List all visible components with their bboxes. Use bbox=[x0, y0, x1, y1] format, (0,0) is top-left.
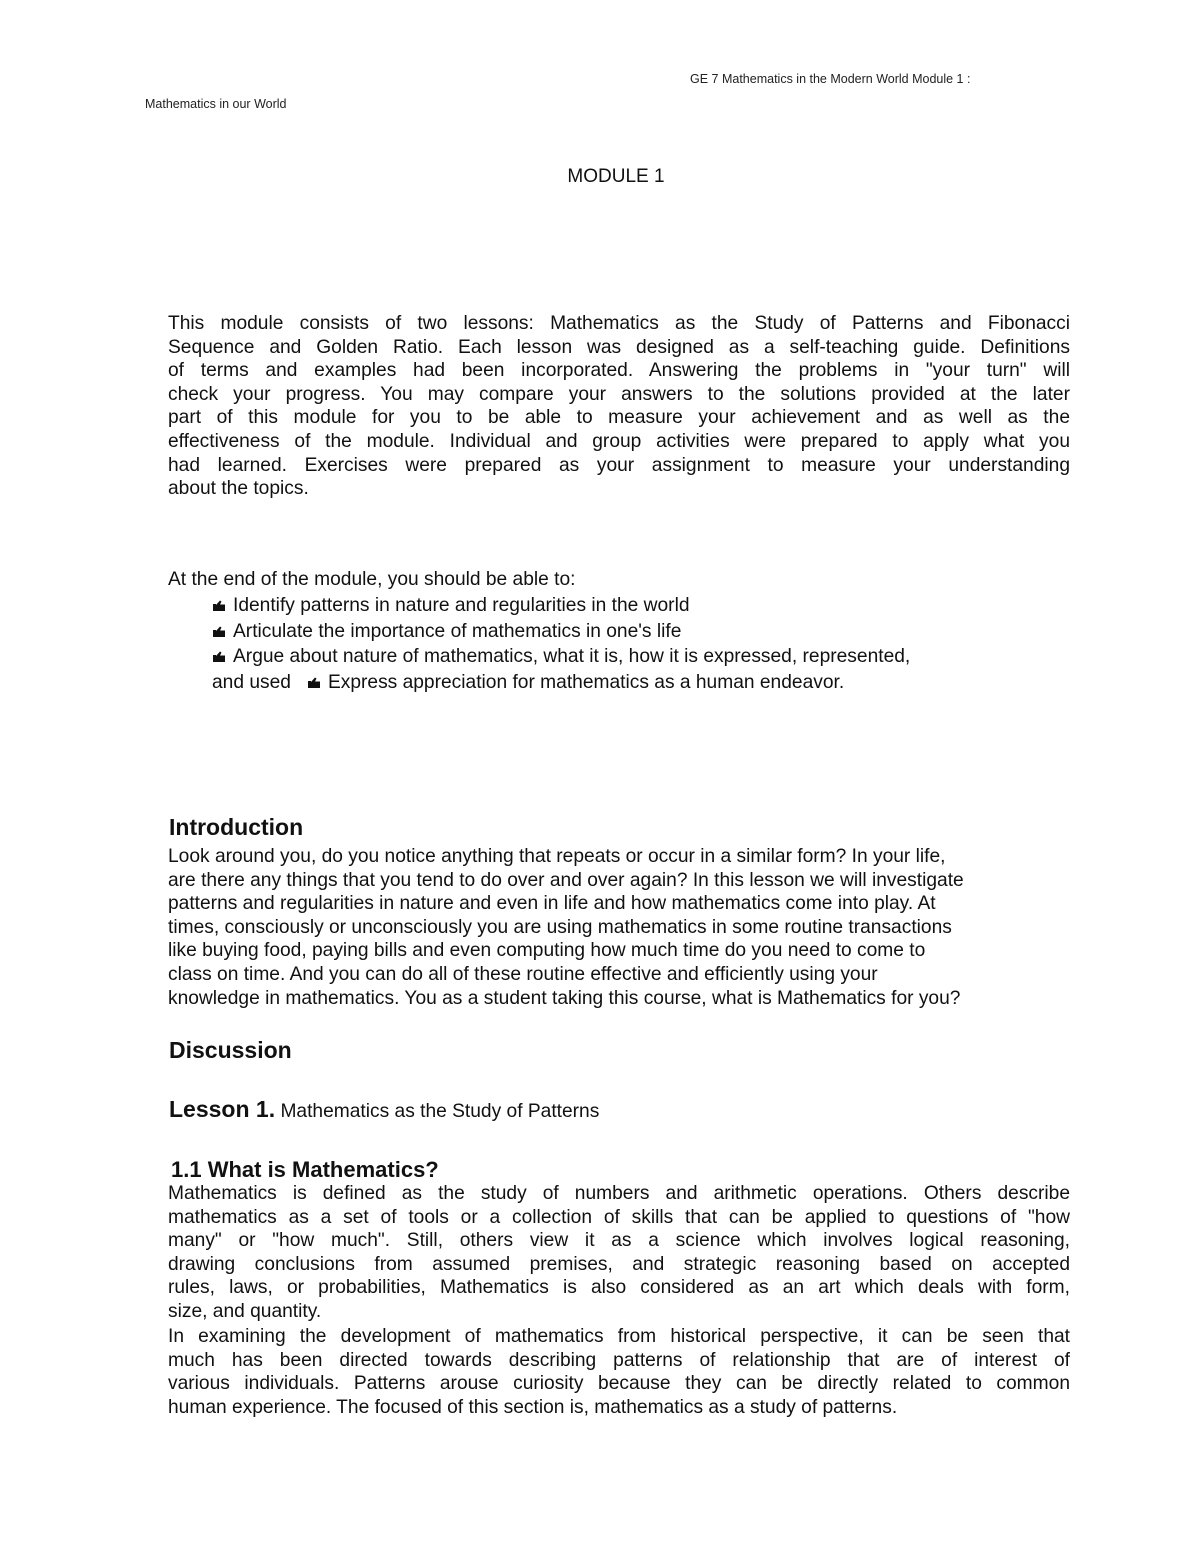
paragraph-line: times, consciously or unconsciously you are using mathematics in some routine transactions bbox=[168, 916, 952, 938]
running-header-subtitle: Mathematics in our World bbox=[145, 97, 287, 111]
lesson-label: Lesson 1. bbox=[169, 1096, 276, 1122]
paragraph-line: much has been directed towards describing patterns of relationship that are of interest of bbox=[168, 1349, 1070, 1371]
objective-item bbox=[168, 670, 910, 696]
paragraph-line: mathematics as a set of tools or a collection of skills that can be applied to questions of "how bbox=[168, 1206, 1070, 1228]
paragraph-line: check your progress. You may compare your answers to the solutions provided at the later bbox=[168, 383, 1070, 405]
paragraph-line: Mathematics is defined as the study of numbers and arithmetic operations. Others describe bbox=[168, 1183, 1070, 1204]
pointing-hand-icon bbox=[212, 650, 226, 663]
discussion-heading: Discussion bbox=[169, 1037, 292, 1063]
objective-wrap-text: and used bbox=[212, 672, 291, 694]
objective-text: Express appreciation for mathematics as a human endeavor. bbox=[327, 672, 845, 694]
objective-text: Identify patterns in nature and regularities in the world bbox=[233, 594, 690, 616]
module-overview-paragraph bbox=[168, 312, 1070, 501]
objectives-intro: At the end of the module, you should be able to: bbox=[168, 569, 576, 590]
paragraph-line: part of this module for you to be able to measure your achievement and as well as the bbox=[168, 407, 1070, 429]
paragraph-line: Look around you, do you notice anything that repeats or occur in a similar form? In your life, bbox=[168, 846, 946, 867]
objective-text: Argue about nature of mathematics, what it is, how it is expressed, represented, bbox=[233, 646, 911, 668]
paragraph-line: In examining the development of mathematics from historical perspective, it can be seen that bbox=[168, 1326, 1070, 1347]
paragraph-line: This module consists of two lessons: Mathematics as the Study of Patterns and Fibonacci bbox=[168, 313, 1070, 334]
paragraph-line: various individuals. Patterns arouse curiosity because they can be directly related to common bbox=[168, 1373, 1070, 1395]
patterns-paragraph bbox=[168, 1325, 1070, 1419]
paragraph-line: human experience. The focused of this section is, mathematics as a study of patterns. bbox=[168, 1396, 898, 1418]
introduction-paragraph bbox=[168, 845, 1070, 1010]
objective-text: Articulate the importance of mathematics in one's life bbox=[233, 620, 682, 642]
paragraph-line: Sequence and Golden Ratio. Each lesson was designed as a self-teaching guide. Definitions bbox=[168, 336, 1070, 358]
objective-item bbox=[168, 619, 910, 645]
objective-item bbox=[168, 593, 910, 619]
learning-objectives bbox=[168, 567, 910, 696]
paragraph-line: had learned. Exercises were prepared as your assignment to measure your understanding bbox=[168, 454, 1070, 476]
paragraph-line: effectiveness of the module. Individual and group activities were prepared to apply what you bbox=[168, 430, 1070, 452]
objective-item bbox=[168, 644, 910, 670]
what-is-math-paragraph bbox=[168, 1182, 1070, 1324]
paragraph-line: like buying food, paying bills and even computing how much time do you need to come to bbox=[168, 940, 926, 962]
paragraph-line: knowledge in mathematics. You as a student taking this course, what is Mathematics for you? bbox=[168, 987, 961, 1009]
section-heading: 1.1 What is Mathematics? bbox=[171, 1157, 439, 1182]
lesson-title: Mathematics as the Study of Patterns bbox=[275, 1101, 600, 1122]
paragraph-line: about the topics. bbox=[168, 478, 309, 500]
running-header-title: GE 7 Mathematics in the Modern World Module 1 : bbox=[690, 72, 971, 86]
pointing-hand-icon bbox=[212, 625, 226, 638]
paragraph-line: size, and quantity. bbox=[168, 1300, 322, 1322]
lesson-heading bbox=[169, 1098, 599, 1121]
pointing-hand-icon bbox=[212, 599, 226, 612]
paragraph-line: many" or "how much". Still, others view it as a science which involves logical reasoning, bbox=[168, 1230, 1070, 1252]
paragraph-line: class on time. And you can do all of these routine effective and efficiently using your bbox=[168, 963, 878, 985]
introduction-heading: Introduction bbox=[169, 814, 304, 840]
pointing-hand-icon bbox=[307, 676, 321, 689]
module-title: MODULE 1 bbox=[567, 166, 665, 187]
paragraph-line: drawing conclusions from assumed premises, and strategic reasoning based on accepted bbox=[168, 1253, 1070, 1275]
paragraph-line: are there any things that you tend to do over and over again? In this lesson we will investigate bbox=[168, 869, 964, 891]
paragraph-line: rules, laws, or probabilities, Mathematics is also considered as an art which deals with form, bbox=[168, 1277, 1070, 1299]
paragraph-line: of terms and examples had been incorporated. Answering the problems in "your turn" will bbox=[168, 360, 1070, 382]
paragraph-line: patterns and regularities in nature and even in life and how mathematics come into play. At bbox=[168, 893, 936, 915]
